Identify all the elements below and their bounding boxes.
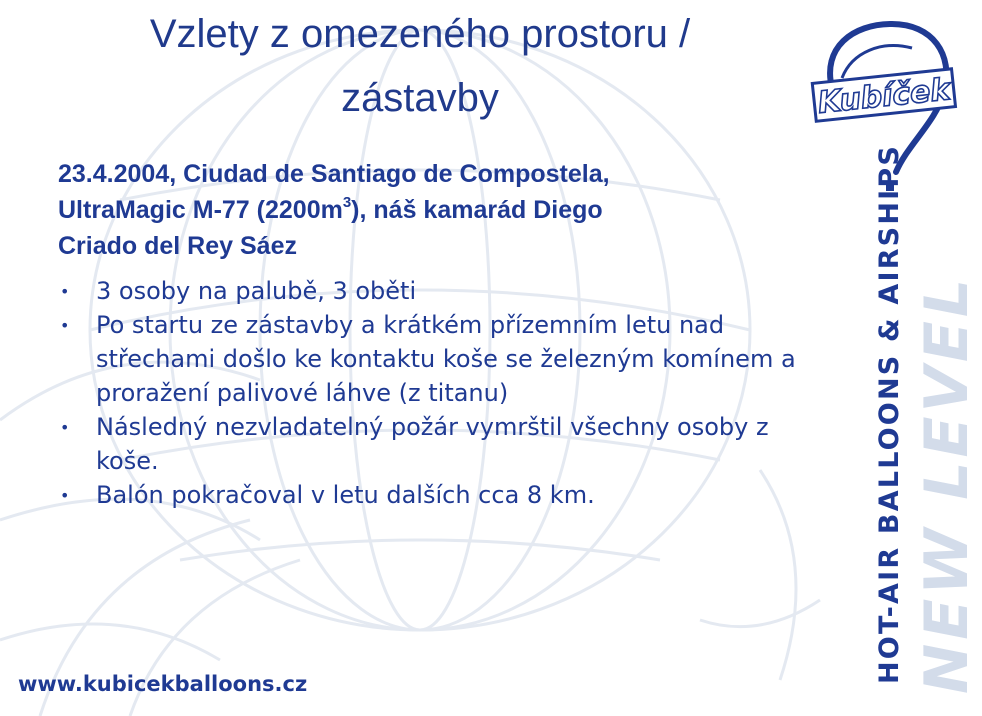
bullet-icon: • — [60, 418, 70, 437]
bullet-text: 3 osoby na palubě, 3 oběti — [96, 277, 417, 305]
bullet-item — [58, 274, 838, 308]
intro-line-2-start: UltraMagic M-77 (2200m — [58, 196, 343, 224]
bullet-icon: • — [60, 282, 70, 301]
side-tagline-container — [866, 143, 926, 690]
new-level-watermark: NEW LEVEL — [912, 274, 982, 694]
bullet-text: Po startu ze zástavby a krátkém přízemním letu nad střechami došlo ke kontaktu koše se železným komínem a proražení palivové láhve (z titanu) — [96, 311, 796, 407]
bullet-item — [58, 410, 838, 478]
title-line-2: zástavby — [341, 76, 499, 120]
logo-wordmark: Kubíček — [816, 72, 952, 121]
intro-line-1: 23.4.2004, Ciudad de Santiago de Compostela, — [58, 160, 610, 188]
title-line-1: Vzlety z omezeného prostoru / — [149, 12, 691, 56]
bullet-item — [58, 478, 838, 512]
side-tagline: HOT-AIR BALLOONS & AIRSHIPS — [874, 143, 905, 684]
bullet-icon: • — [60, 316, 70, 335]
footer-url: www.kubicekballoons.cz — [18, 672, 308, 696]
intro-superscript: 3 — [342, 193, 352, 211]
bullet-list — [58, 274, 838, 512]
intro-line-2-end: ), náš kamarád Diego — [351, 196, 603, 224]
bullet-icon: • — [60, 486, 70, 505]
intro-line-3: Criado del Rey Sáez — [58, 232, 297, 260]
intro-paragraph — [58, 156, 818, 264]
bullet-text: Následný nezvladatelný požár vymrštil všechny osoby z koše. — [96, 413, 769, 475]
bullet-item — [58, 308, 838, 410]
bullet-text: Balón pokračoval v letu dalších cca 8 km. — [96, 481, 595, 509]
slide-title — [40, 2, 800, 130]
